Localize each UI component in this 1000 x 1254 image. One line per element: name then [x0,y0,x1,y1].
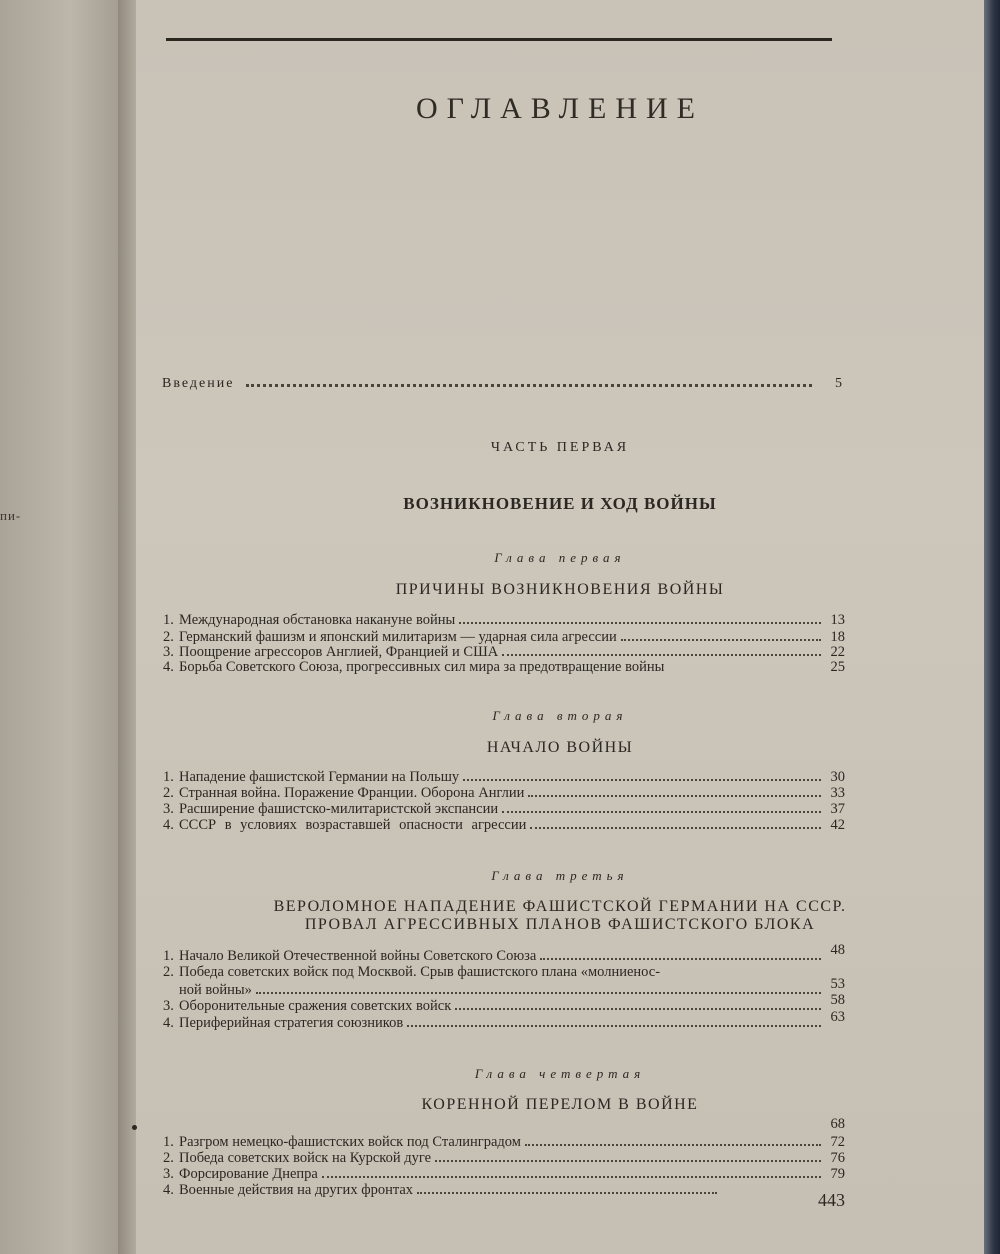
chapter-label: Глава первая [494,550,626,565]
toc-entry-page: 37 [830,801,845,817]
toc-entry-number: 1. [163,769,174,785]
leader-dots [502,642,821,656]
leader-dots [463,767,821,781]
chapter-label: Глава четвертая [474,1066,646,1081]
toc-entry-number: 1. [163,1134,174,1150]
toc-entry[interactable] [163,658,845,676]
toc-entry-text: Расширение фашистско-милитаристской экспансии [179,801,499,817]
leader-dots [525,1132,821,1146]
chapter-title-line2: ПРОВАЛ АГРЕССИВНЫХ ПЛАНОВ ФАШИСТСКОГО БЛОКА [304,916,816,933]
toc-entry-page: 72 [830,1134,845,1150]
toc-entry-text: Военные действия на других фронтах [179,1182,414,1198]
toc-entry-page: 13 [830,612,845,628]
page-number: 443 [818,1190,845,1210]
toc-entry-text: Форсирование Днепра [179,1166,318,1182]
toc-entry[interactable] [163,815,845,834]
toc-entry-page: 48 [830,942,845,958]
toc-entry-number: 1. [163,948,174,964]
leader-dots [668,659,821,671]
leader-dots [246,372,812,387]
toc-entry-number: 3. [163,801,174,817]
toc-entry-number: 4. [163,659,174,675]
toc-entry-number: 2. [163,964,174,980]
leader-dots [256,980,821,994]
leader-dots [435,1148,821,1162]
toc-entry-page: 42 [830,817,845,833]
toc-entry-text: СССР в условиях возраставшей опасности агрессии [179,817,527,833]
toc-entry-page: 33 [830,785,845,801]
left-page [0,0,118,1254]
toc-entry-intro[interactable] [162,372,844,393]
chapter-title: КОРЕННОЙ ПЕРЕЛОМ В ВОЙНЕ [421,1096,699,1113]
toc-entry-page: 79 [830,1166,845,1182]
toc-entry-number: 1. [163,612,174,628]
toc-entry-number: 2. [163,1150,174,1166]
toc-entry-text: Борьба Советского Союза, прогрессивных сил мира за предотвращение войны [179,659,665,675]
toc-page [136,0,984,1254]
book-gutter [118,0,138,1254]
chapter-title-line1: ВЕРОЛОМНОЕ НАПАДЕНИЕ ФАШИСТСКОЙ ГЕРМАНИИ НА СССР. [273,898,847,915]
chapter-title: ПРИЧИНЫ ВОЗНИКНОВЕНИЯ ВОЙНЫ [395,581,725,598]
book-cover-edge [984,0,1000,1254]
leader-dots [459,610,821,624]
toc-entry-number: 3. [163,1166,174,1182]
toc-entry-text: Германский фашизм и японский милитаризм — ударная сила агрессии [179,629,617,645]
toc-entry-number: 4. [163,1182,174,1198]
toc-entry-page: 68 [830,1116,845,1132]
toc-title: ОГЛАВЛЕНИЕ [416,92,704,125]
leader-dots [540,946,821,960]
toc-entry-page: 30 [830,769,845,785]
leader-dots [417,1180,717,1194]
toc-entry-page: 22 [830,644,845,660]
toc-entry-page: 58 [830,992,845,1008]
part-title: ВОЗНИКНОВЕНИЕ И ХОД ВОЙНЫ [403,494,717,513]
top-rule [166,38,832,41]
toc-entry-page: 63 [830,1009,845,1025]
toc-entry-text: Победа советских войск под Москвой. Срыв фашистского плана «молниенос- [179,964,661,980]
toc-entry-page: 25 [830,659,845,675]
left-page-fragment: пи- [0,508,22,523]
chapter-title: НАЧАЛО ВОЙНЫ [486,739,634,756]
leader-dots [183,1116,821,1128]
leader-dots [502,799,821,813]
toc-entry-text: Нападение фашистской Германии на Польшу [179,769,460,785]
toc-entry-number: 3. [163,998,174,1014]
toc-entry[interactable] [163,963,845,981]
toc-entry-number: 3. [163,644,174,660]
toc-entry-number: 4. [163,817,174,833]
leader-dots [528,783,821,797]
toc-entry-number: 2. [163,629,174,645]
toc-entry[interactable] [163,1115,845,1133]
leader-dots [621,627,821,641]
marginal-mark [132,1125,137,1130]
toc-entry-text: Странная война. Поражение Франции. Оборона Англии [179,785,525,801]
toc-entry-number: 2. [163,785,174,801]
toc-entry-page: 76 [830,1150,845,1166]
chapter-label: Глава третья [491,868,629,883]
toc-entry-number: 4. [163,1015,174,1031]
toc-entry-text: Международная обстановка накануне войны [179,612,456,628]
leader-dots [322,1164,821,1178]
toc-entry[interactable] [163,1180,845,1199]
toc-entry-text: Разгром немецко-фашистских войск под Сталинградом [179,1134,521,1150]
toc-entry-page: 53 [830,976,845,992]
toc-entry-text: Периферийная стратегия союзников [179,1015,404,1031]
leader-dots [455,996,821,1010]
chapter-label: Глава вторая [492,708,628,723]
part-label: ЧАСТЬ ПЕРВАЯ [490,440,630,455]
toc-entry[interactable] [163,1009,845,1032]
toc-entry-page: 18 [830,629,845,645]
toc-entry-text: Поощрение агрессоров Англией, Францией и США [179,644,499,660]
toc-entry-text-continued: ной войны» [179,982,252,998]
leader-dots [530,815,821,829]
toc-entry-text: Победа советских войск на Курской дуге [179,1150,432,1166]
toc-entry-text: Оборонительные сражения советских войск [179,998,452,1014]
toc-entry-page: 5 [835,376,844,391]
leader-dots [407,1013,821,1027]
toc-entry-label: Введение [162,376,235,391]
toc-entry-text: Начало Великой Отечественной войны Советского Союза [179,948,537,964]
